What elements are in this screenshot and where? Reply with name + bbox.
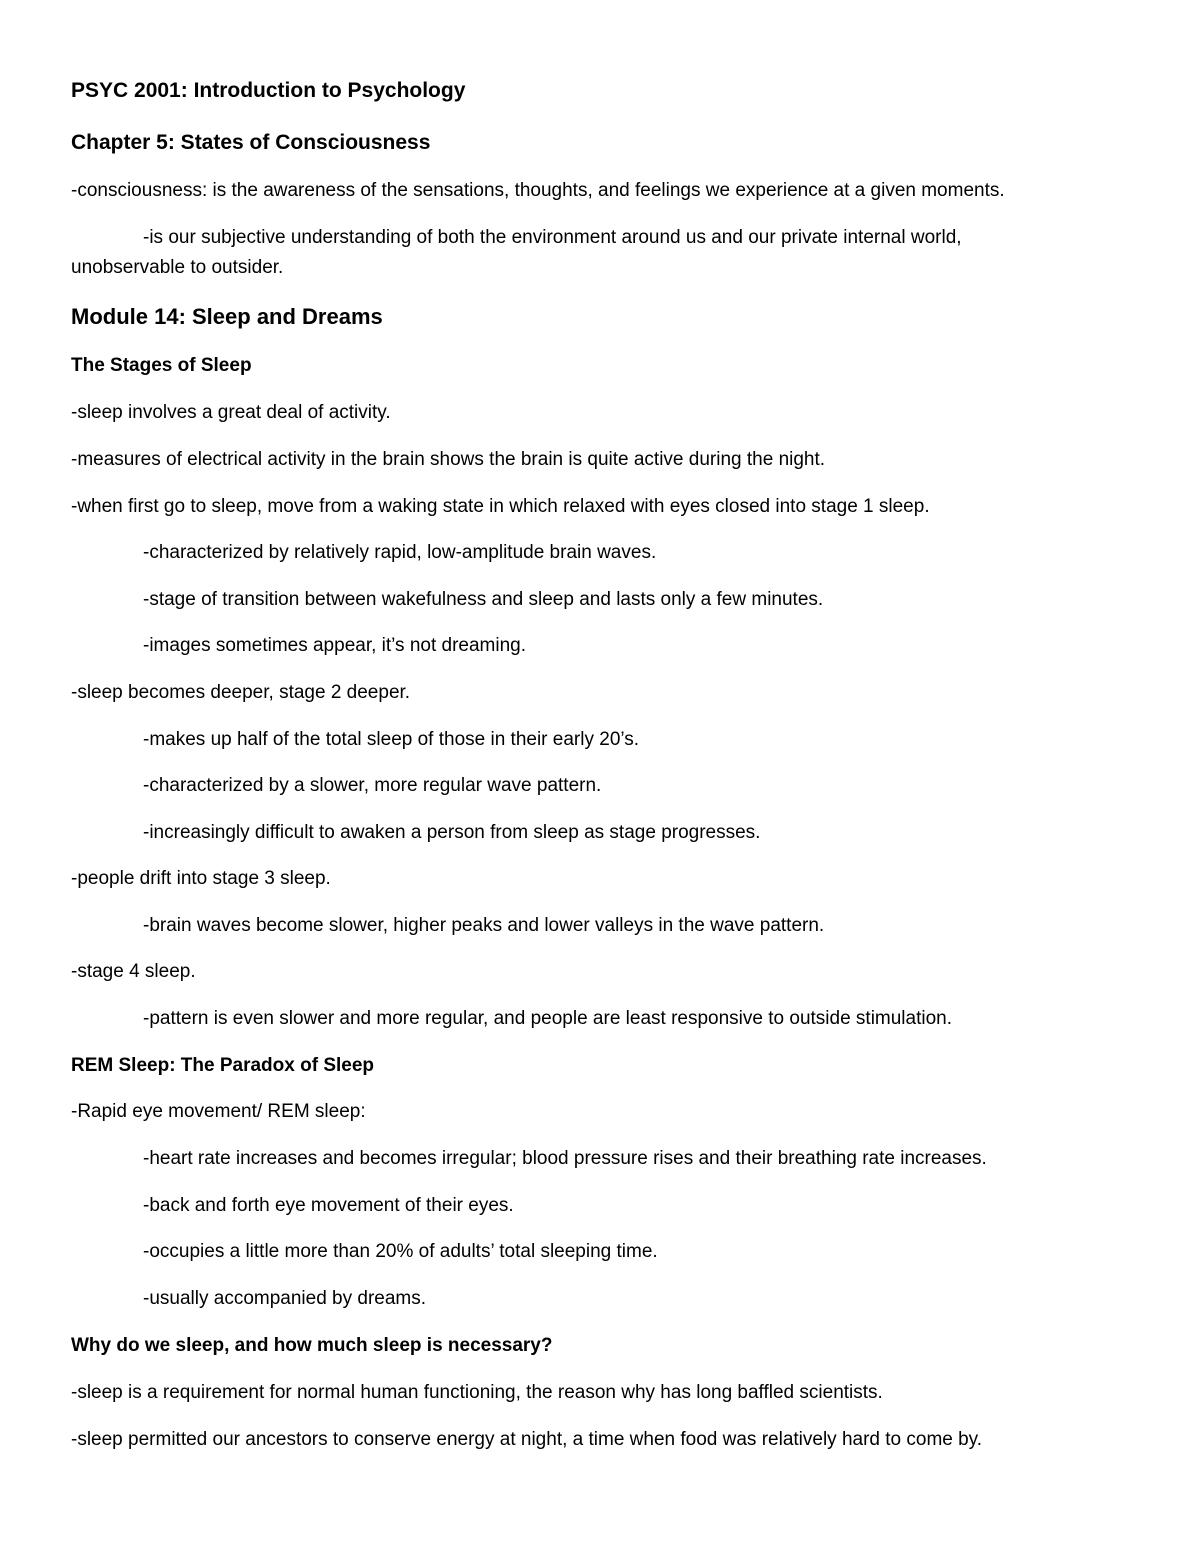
stages-heading: The Stages of Sleep <box>71 355 252 376</box>
stages-item: -characterized by relatively rapid, low-amplitude brain waves. <box>143 542 657 563</box>
course-title: PSYC 2001: Introduction to Psychology <box>71 79 466 102</box>
why-heading: Why do we sleep, and how much sleep is necessary? <box>71 1335 553 1356</box>
consciousness-note-line-1: -is our subjective understanding of both the environment around us and our private internal world, <box>143 227 962 248</box>
consciousness-definition: -consciousness: is the awareness of the sensations, thoughts, and feelings we experience at a given moments. <box>71 180 1005 201</box>
rem-item: -occupies a little more than 20% of adults’ total sleeping time. <box>143 1241 658 1262</box>
rem-heading: REM Sleep: The Paradox of Sleep <box>71 1055 375 1076</box>
stages-item: -sleep becomes deeper, stage 2 deeper. <box>71 682 411 703</box>
stages-item: -when first go to sleep, move from a waking state in which relaxed with eyes closed into stage 1 sleep. <box>71 496 930 517</box>
stages-item: -makes up half of the total sleep of those in their early 20’s. <box>143 729 640 750</box>
rem-item: -heart rate increases and becomes irregular; blood pressure rises and their breathing rate increases. <box>143 1148 987 1169</box>
stages-item: -increasingly difficult to awaken a person from sleep as stage progresses. <box>143 822 761 843</box>
rem-item: -back and forth eye movement of their eyes. <box>143 1195 514 1216</box>
stages-item: -measures of electrical activity in the brain shows the brain is quite active during the night. <box>71 449 826 470</box>
why-item: -sleep is a requirement for normal human functioning, the reason why has long baffled scientists. <box>71 1382 883 1403</box>
chapter-title: Chapter 5: States of Consciousness <box>71 131 431 154</box>
stages-item: -pattern is even slower and more regular, and people are least responsive to outside stimulation. <box>143 1008 953 1029</box>
stages-item: -stage of transition between wakefulness and sleep and lasts only a few minutes. <box>143 589 824 610</box>
rem-item: -Rapid eye movement/ REM sleep: <box>71 1101 366 1122</box>
consciousness-note-line-2: unobservable to outsider. <box>71 257 284 278</box>
stages-item: -characterized by a slower, more regular wave pattern. <box>143 775 602 796</box>
why-item: -sleep permitted our ancestors to conserve energy at night, a time when food was relatively hard to come by. <box>71 1429 983 1450</box>
stages-item: -brain waves become slower, higher peaks and lower valleys in the wave pattern. <box>143 915 825 936</box>
stages-item: -images sometimes appear, it’s not dreaming. <box>143 635 526 656</box>
module-title: Module 14: Sleep and Dreams <box>71 304 383 329</box>
stages-item: -sleep involves a great deal of activity. <box>71 402 391 423</box>
rem-item: -usually accompanied by dreams. <box>143 1288 427 1309</box>
stages-item: -stage 4 sleep. <box>71 961 196 982</box>
stages-item: -people drift into stage 3 sleep. <box>71 868 331 889</box>
